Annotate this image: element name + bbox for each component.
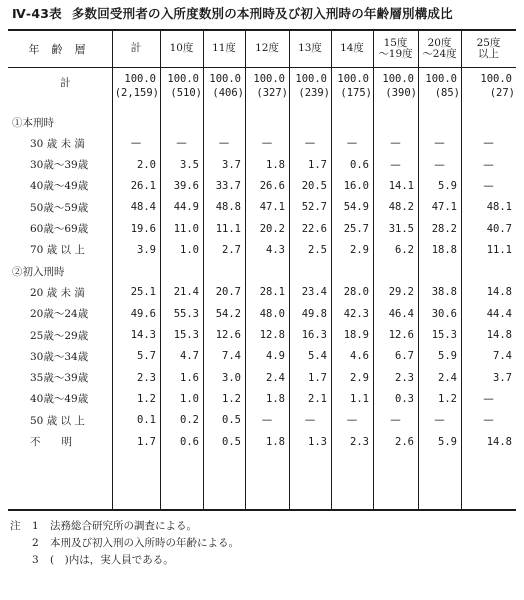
- table-cell: 2.3: [137, 371, 156, 384]
- table-cell: 18.8: [431, 243, 457, 256]
- table-title-text: 多数回受刑者の入所度数別の本刑時及び初入刑時の年齢層別構成比: [71, 6, 453, 21]
- column-header-line: 14度: [340, 42, 364, 54]
- table-cell: 18.9: [343, 329, 369, 341]
- table-cell: 49.6: [130, 307, 156, 320]
- table-cell: —: [483, 158, 494, 171]
- table-cell: —: [390, 137, 401, 150]
- column-header: [373, 30, 418, 67]
- table-cell: 44.9: [173, 201, 199, 214]
- footnote-2: 2 本刑及び初入刑の入所時の年齢による。: [32, 537, 239, 549]
- table-cell: 3.9: [137, 243, 156, 256]
- row-label: 不 明: [30, 436, 72, 448]
- table-cell: —: [483, 137, 494, 150]
- table-title: [12, 4, 453, 22]
- column-header: [245, 30, 289, 67]
- table-cell: 11.1: [215, 222, 241, 235]
- table-cell: 3.5: [180, 158, 199, 171]
- total-count: (327): [256, 87, 288, 99]
- table-cell: 28.1: [259, 286, 285, 299]
- total-count: (2,159): [114, 87, 159, 99]
- table-cell: 14.3: [130, 329, 156, 341]
- table-cell: —: [390, 158, 401, 171]
- table-cell: 52.7: [301, 201, 327, 214]
- table-cell: 21.4: [173, 286, 199, 299]
- table-cell: 5.9: [438, 179, 457, 192]
- table-cell: 48.1: [486, 201, 512, 214]
- table-cell: —: [304, 414, 316, 427]
- table-cell: 1.8: [266, 392, 285, 405]
- total-percent: 100.0: [295, 73, 327, 85]
- table-cell: 48.4: [130, 201, 156, 214]
- table-cell: 4.3: [266, 243, 285, 256]
- row-label: 40歳～49歳: [30, 180, 89, 193]
- table-cell: 1.7: [308, 371, 327, 384]
- table-cell: 5.9: [438, 350, 457, 363]
- column-header: [289, 30, 331, 67]
- row-label: 40歳～49歳: [30, 393, 89, 406]
- table-cell: 28.2: [431, 222, 457, 235]
- table-cell: 29.2: [388, 286, 414, 299]
- row-label: 20 歳 未 満: [30, 286, 85, 299]
- column-header-line: 25度: [476, 36, 501, 49]
- table-cell: —: [176, 137, 187, 150]
- column-header-line: 15度: [383, 36, 408, 49]
- table-cell: —: [434, 158, 445, 171]
- table-cell: 3.7: [493, 371, 512, 384]
- table-cell: 4.6: [350, 350, 369, 363]
- table-cell: 26.6: [259, 179, 285, 192]
- table-cell: 6.2: [395, 243, 414, 256]
- column-header-line: 計: [130, 42, 142, 54]
- table-cell: 16.0: [343, 179, 369, 192]
- table-cell: 31.5: [388, 222, 414, 235]
- table-cell: 1.8: [266, 158, 285, 171]
- total-percent: 100.0: [253, 73, 285, 85]
- table-cell: 11.1: [486, 243, 512, 256]
- table-cell: —: [483, 392, 494, 405]
- table-cell: —: [483, 179, 494, 192]
- table-cell: 4.7: [180, 350, 199, 363]
- table-cell: 1.2: [438, 392, 457, 405]
- table-cell: 2.4: [438, 371, 457, 384]
- column-header: [418, 30, 461, 67]
- column-header-line: 20度: [427, 36, 452, 49]
- table-cell: 55.3: [173, 307, 199, 320]
- row-label: 20歳～24歳: [30, 308, 89, 321]
- table-cell: 20.7: [215, 286, 241, 299]
- section-label: ②初入刑時: [12, 265, 65, 278]
- column-header-line: 11度: [212, 42, 236, 54]
- table-cell: 48.8: [215, 201, 241, 214]
- table-cell: 33.7: [215, 179, 241, 192]
- total-percent: 100.0: [480, 73, 512, 85]
- table-cell: 15.3: [431, 329, 457, 341]
- table-cell: 48.2: [388, 201, 414, 214]
- table-cell: 42.3: [343, 307, 369, 320]
- table-cell: 0.5: [222, 414, 241, 427]
- total-count: (390): [385, 87, 417, 99]
- column-header-line: 10度: [169, 42, 194, 54]
- footnotes: [10, 518, 239, 569]
- row-label: 60歳～69歳: [30, 223, 89, 235]
- footnote-label: 注: [10, 520, 21, 532]
- section-label: ①本刑時: [12, 116, 54, 129]
- table-cell: 49.8: [301, 307, 327, 320]
- table-cell: —: [390, 414, 401, 427]
- row-label: 70 歳 以 上: [30, 244, 85, 257]
- row-label: 35歳～39歳: [30, 372, 89, 385]
- total-count: (27): [489, 87, 515, 99]
- table-cell: 16.3: [301, 329, 327, 341]
- table-cell: —: [261, 137, 273, 150]
- table-cell: 0.5: [222, 435, 241, 448]
- table-cell: —: [434, 414, 445, 427]
- total-count: (85): [434, 87, 460, 99]
- total-percent: 100.0: [382, 73, 414, 85]
- column-header: [461, 30, 516, 67]
- table-cell: 1.2: [222, 392, 241, 405]
- table-cell: 22.6: [301, 222, 327, 235]
- total-count: (510): [170, 87, 202, 99]
- table-cell: 2.5: [308, 243, 327, 256]
- footnote-1: 注 1 法務総合研究所の調査による。: [10, 518, 239, 535]
- table-cell: 15.3: [173, 329, 199, 341]
- table-cell: 28.0: [343, 286, 369, 299]
- table-cell: 2.1: [308, 392, 327, 405]
- table-cell: 1.0: [180, 392, 199, 405]
- table-cell: 38.8: [431, 286, 457, 299]
- table-cell: 0.2: [180, 414, 199, 427]
- row-label: 50歳～59歳: [30, 201, 89, 214]
- table-cell: 3.0: [222, 371, 241, 384]
- table-cell: 7.4: [493, 350, 512, 363]
- table-cell: 47.1: [259, 201, 285, 214]
- total-count: (406): [212, 87, 244, 99]
- table-cell: 4.9: [266, 350, 285, 363]
- table-cell: 26.1: [130, 179, 156, 192]
- table-cell: 1.1: [350, 392, 369, 405]
- table-cell: 1.8: [266, 435, 285, 448]
- table-cell: 0.6: [350, 158, 369, 171]
- column-header-age-group: 年齢層: [28, 42, 98, 56]
- table-cell: 2.0: [137, 158, 156, 171]
- column-header-line: ～19度: [378, 47, 413, 60]
- table-cell: 0.6: [180, 435, 199, 448]
- table-cell: 46.4: [388, 307, 414, 320]
- table-cell: —: [130, 137, 142, 150]
- table-cell: 2.9: [350, 243, 369, 256]
- table-cell: —: [218, 137, 230, 150]
- total-row-label: 計: [60, 76, 71, 89]
- column-header-line: 12度: [255, 42, 279, 54]
- table-cell: 3.7: [222, 158, 241, 171]
- table-cell: 54.9: [343, 201, 369, 214]
- table-cell: 1.2: [137, 392, 156, 405]
- table-cell: —: [346, 414, 358, 427]
- column-header: [203, 30, 245, 67]
- table-cell: 48.0: [259, 307, 285, 320]
- table-cell: 44.4: [486, 307, 512, 320]
- table-cell: —: [434, 137, 445, 150]
- table-cell: 2.6: [395, 435, 414, 448]
- table-cell: 14.8: [486, 329, 512, 341]
- table-cell: 14.8: [486, 286, 512, 299]
- table-cell: —: [304, 137, 316, 150]
- table-cell: 5.4: [308, 350, 327, 363]
- column-header: [331, 30, 373, 67]
- total-percent: 100.0: [209, 73, 241, 85]
- table-cell: 25.7: [343, 222, 369, 235]
- table-cell: 2.7: [222, 243, 241, 256]
- table-cell: 54.2: [215, 307, 241, 320]
- total-percent: 100.0: [167, 73, 199, 85]
- table-cell: 47.1: [431, 201, 457, 214]
- table-cell: 20.5: [301, 179, 327, 192]
- table-cell: 25.1: [130, 286, 156, 299]
- bottom-rule: [8, 509, 516, 511]
- table-cell: 30.6: [431, 307, 457, 320]
- total-percent: 100.0: [337, 73, 369, 85]
- table-cell: 2.9: [350, 371, 369, 384]
- total-count: (175): [340, 87, 372, 99]
- table-cell: 6.7: [395, 350, 414, 363]
- column-header: [112, 30, 160, 67]
- column-header-line: 以上: [478, 47, 499, 60]
- table-cell: 2.3: [350, 435, 369, 448]
- table-cell: —: [261, 414, 273, 427]
- table-cell: 1.7: [137, 435, 156, 448]
- table-cell: 11.0: [173, 222, 199, 235]
- table-cell: 20.2: [259, 222, 285, 235]
- row-label: 30歳～39歳: [30, 159, 89, 172]
- table-cell: 0.1: [137, 414, 156, 427]
- table-cell: 2.3: [395, 371, 414, 384]
- table-cell: 0.3: [395, 392, 414, 405]
- table-cell: 23.4: [301, 286, 327, 299]
- table-cell: 5.9: [438, 435, 457, 448]
- table-cell: 19.6: [130, 222, 156, 235]
- table-cell: 39.6: [173, 179, 199, 192]
- column-header-line: 13度: [298, 42, 322, 54]
- table-cell: 1.6: [180, 371, 199, 384]
- table-code: Ⅳ-43表: [12, 6, 62, 21]
- row-label: 25歳～29歳: [30, 329, 89, 342]
- total-percent: 100.0: [124, 73, 156, 85]
- table-cell: 1.3: [308, 435, 327, 448]
- table-cell: —: [346, 137, 358, 150]
- total-count: (239): [298, 87, 330, 99]
- table-cell: 40.7: [486, 222, 512, 235]
- table-cell: 2.4: [266, 371, 285, 384]
- row-label: 30 歳 未 満: [30, 137, 85, 150]
- total-percent: 100.0: [425, 73, 457, 85]
- table-cell: 14.1: [388, 179, 414, 192]
- row-label: 50 歳 以 上: [30, 414, 85, 427]
- row-label: 30歳～34歳: [30, 350, 89, 363]
- header-rule: [8, 67, 516, 68]
- table-cell: 12.6: [388, 329, 414, 341]
- table-cell: 1.0: [180, 243, 199, 256]
- table-cell: —: [483, 414, 494, 427]
- table-cell: 1.7: [308, 158, 327, 171]
- table-cell: 5.7: [137, 350, 156, 363]
- table-cell: 7.4: [222, 350, 241, 363]
- footnote-3: 3 ( )内は，実人員である。: [32, 554, 174, 566]
- table-cell: 12.8: [259, 329, 285, 341]
- table-cell: 12.6: [215, 329, 241, 341]
- table-cell: 14.8: [486, 435, 512, 448]
- column-header-line: ～24度: [422, 47, 457, 60]
- column-header: [160, 30, 203, 67]
